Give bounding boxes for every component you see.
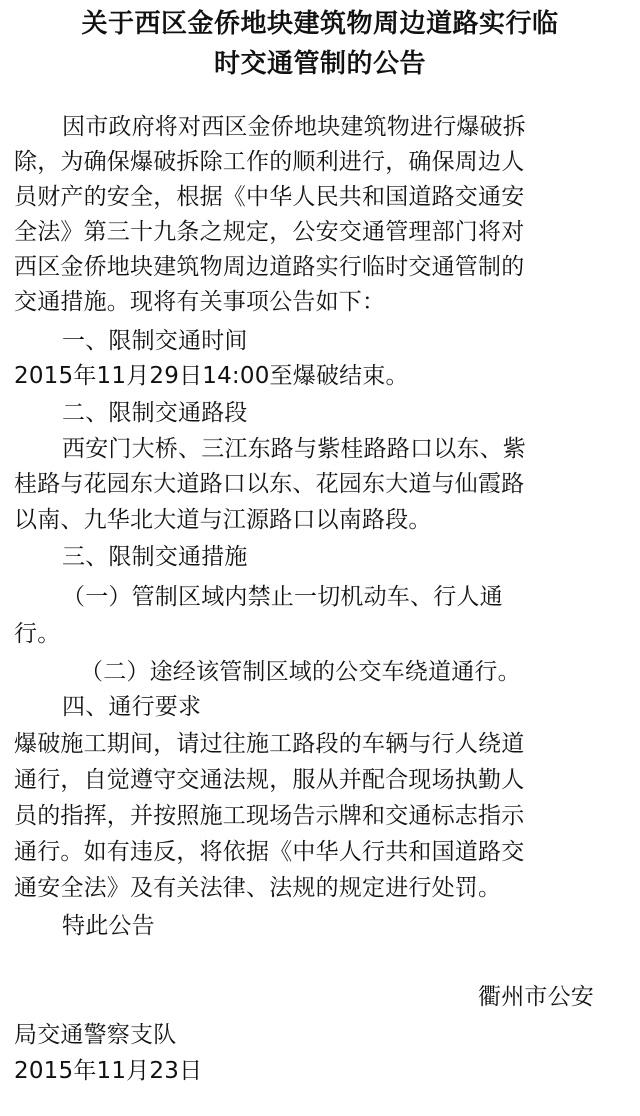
section-heading-1: 一、限制交通时间 bbox=[62, 328, 248, 354]
section-heading-3: 三、限制交通措施 bbox=[62, 544, 248, 570]
requirement-line-3: 员的指挥，并按照施工现场告示牌和交通标志指示 bbox=[14, 803, 525, 829]
signature-line-2: 局交通警察支队 bbox=[14, 1022, 177, 1048]
notice-date: 2015年11月23日 bbox=[14, 1058, 203, 1084]
signature-line-1: 衢州市公安 bbox=[478, 984, 594, 1010]
requirement-line-1: 爆破施工期间，请过往施工路段的车辆与行人绕道 bbox=[14, 731, 525, 757]
measure-2: （二）途经该管制区域的公交车绕道通行。 bbox=[80, 659, 521, 685]
notice-title-line-2: 时交通管制的公告 bbox=[213, 49, 426, 79]
measure-1-line-1: （一）管制区域内禁止一切机动车、行人通 bbox=[62, 584, 503, 610]
measure-1-line-2: 行。 bbox=[14, 621, 61, 647]
notice-title-line-1: 关于西区金侨地块建筑物周边道路实行临 bbox=[81, 9, 559, 39]
section-heading-4: 四、通行要求 bbox=[62, 694, 202, 720]
closing-statement: 特此公告 bbox=[62, 913, 155, 939]
restriction-time: 2015年11月29日14:00至爆破结束。 bbox=[14, 363, 409, 389]
requirement-line-4: 通行。如有违反，将依据《中华人行共和国道路交 bbox=[14, 839, 525, 865]
requirement-line-2: 通行，自觉遵守交通法规，服从并配合现场执勤人 bbox=[14, 767, 525, 793]
section-heading-2: 二、限制交通路段 bbox=[62, 400, 248, 426]
road-section-line-1: 西安门大桥、三江东路与紫桂路路口以东、紫 bbox=[62, 436, 526, 462]
body-line-3: 员财产的安全，根据《中华人民共和国道路交通安 bbox=[14, 184, 525, 210]
body-line-6: 交通措施。现将有关事项公告如下： bbox=[14, 289, 386, 315]
requirement-line-5: 通安全法》及有关法律、法规的规定进行处罚。 bbox=[14, 875, 502, 901]
body-line-2: 除，为确保爆破拆除工作的顺利进行，确保周边人 bbox=[14, 149, 525, 175]
body-line-4: 全法》第三十九条之规定，公安交通管理部门将对 bbox=[14, 219, 525, 245]
road-section-line-3: 以南、九华北大道与江源路口以南路段。 bbox=[14, 507, 432, 533]
body-line-5: 西区金侨地块建筑物周边道路实行临时交通管制的 bbox=[14, 254, 525, 280]
road-section-line-2: 桂路与花园东大道路口以东、花园东大道与仙霞路 bbox=[14, 471, 525, 497]
body-line-1: 因市政府将对西区金侨地块建筑物进行爆破拆 bbox=[62, 114, 526, 140]
